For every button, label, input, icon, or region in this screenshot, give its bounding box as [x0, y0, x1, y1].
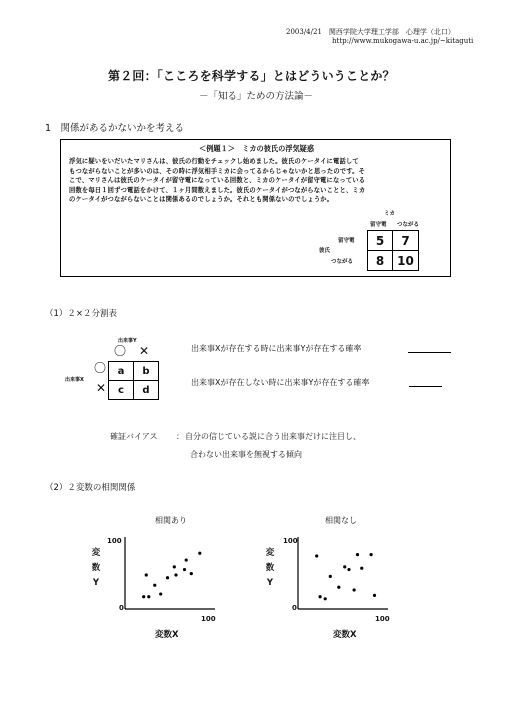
table-cell: 5: [367, 230, 393, 251]
example-title: ＜例題１＞ ミカの彼氏の浮気疑惑: [199, 144, 315, 153]
left-y-tick-100: 100: [107, 537, 122, 545]
y-label-char: Y: [92, 578, 100, 588]
scatter-point: [159, 592, 162, 595]
scatter-point: [173, 565, 176, 568]
scatter-point: [183, 568, 186, 571]
scatter-point: [147, 595, 150, 598]
scatter-point: [174, 573, 177, 576]
cell-c: c: [108, 380, 134, 400]
example-line: 浮気に疑いをいだいたマリさんは、彼氏の行動をチェックし始めました。彼氏のケータイに電話して: [69, 158, 359, 165]
y-label-char: 変: [91, 548, 101, 558]
event-x-label: 出来事X: [65, 377, 84, 383]
colon-separator: ：: [176, 432, 184, 441]
chart-right-title: 相関なし: [325, 516, 357, 525]
scatter-point: [185, 558, 188, 561]
right-x-axis-label: 変数X: [333, 630, 357, 640]
header-date-affiliation: 2003/4/21 関西学院大学理工学部 心理学（北口）: [286, 28, 455, 36]
scatter-point: [343, 565, 346, 568]
row-group-boyfriend: 彼氏: [319, 248, 331, 254]
table-cell: 10: [392, 250, 419, 271]
scatter-point: [329, 575, 332, 578]
scatter-point: [353, 588, 356, 591]
left-y-tick-0: 0: [119, 604, 124, 612]
left-x-axis-label: 変数X: [155, 630, 179, 640]
mika-label: ミカ: [384, 211, 396, 217]
example-line: のケータイがつながらないことは関係あるのでしょうか。それとも関係ないのでしょうか。: [69, 196, 334, 204]
header-url: http://www.mukogawa-u.ac.jp/~kitaguti: [332, 37, 474, 45]
section-1-heading: 1 関係があるかないかを考える: [45, 123, 185, 134]
y-label-char: 数: [91, 563, 101, 573]
scatter-point: [319, 595, 322, 598]
scatter-point: [315, 554, 318, 557]
y-label-char: 変: [265, 548, 275, 558]
example-line: 回数を毎日１回ずつ電話をかけて、１ヶ月間数えました。彼氏のケータイがつながらないことと、ミカ: [69, 186, 366, 194]
scatter-point: [370, 553, 373, 556]
page-title: 第２回：「こころを科学する」とはどういうことか？: [108, 69, 395, 83]
cell-d: d: [133, 380, 159, 400]
confirmation-bias-text: 自分の信じている説に合う出来事だけに注目し、: [185, 432, 361, 441]
right-x-tick-100: 100: [375, 615, 390, 623]
event-y-label: 出来事Y: [118, 338, 137, 344]
row-header-connected: つながる: [331, 259, 354, 265]
scatter-point: [337, 586, 340, 589]
probability-2-text: 出来事Xが存在しない時に出来事Yが存在する確率: [191, 378, 370, 387]
scatter-point: [356, 553, 359, 556]
cell-b: b: [133, 361, 159, 381]
left-x-tick-100: 100: [201, 615, 216, 623]
col-header-voicemail: 留守電: [370, 222, 387, 228]
circle-mark-row: 〇: [94, 361, 107, 375]
circle-mark-col: 〇: [114, 344, 127, 358]
subsection-1-heading: （1）２×２分割表: [45, 309, 118, 319]
scatter-point: [142, 595, 145, 598]
col-header-connected: つながる: [397, 222, 420, 228]
cell-a: a: [108, 361, 134, 381]
table-cell: 7: [392, 230, 419, 251]
page-subtitle: －「知る」ための方法論－: [199, 91, 314, 102]
cross-mark-row: ✕: [96, 381, 107, 395]
scatter-point: [360, 567, 363, 570]
right-y-tick-100: 100: [283, 537, 298, 545]
scatter-point: [153, 584, 156, 587]
scatter-point: [324, 597, 327, 600]
scatter-point: [198, 552, 201, 555]
scatter-point: [145, 573, 148, 576]
y-label-char: Y: [266, 578, 274, 588]
right-y-tick-0: 0: [292, 604, 297, 612]
chart-left-title: 相関あり: [155, 516, 187, 525]
scatter-point: [373, 594, 376, 597]
cross-mark-col: ✕: [139, 344, 150, 358]
example-line: こで、マリさんは彼氏のケータイが留守電になっている回数と、ミカのケータイが留守電になっている: [69, 177, 366, 185]
scatter-point: [347, 568, 350, 571]
probability-1-text: 出来事Xが存在する時に出来事Yが存在する確率: [191, 344, 362, 353]
y-label-char: 数: [265, 563, 275, 573]
example-line: もつながらないことが多いのは、その時に浮気相手ミカに会ってるからじゃないかと思ったのです。そ: [69, 167, 366, 175]
scatter-point: [190, 572, 193, 575]
row-header-voicemail: 留守電: [338, 238, 355, 244]
subsection-2-heading: （2）２変数の相関関係: [45, 483, 136, 493]
confirmation-bias-label: 確証バイアス: [110, 432, 158, 441]
scatter-point: [166, 576, 169, 579]
confirmation-bias-text-2: 合わない出来事を無視する傾向: [190, 450, 302, 459]
table-cell: 8: [367, 250, 393, 271]
